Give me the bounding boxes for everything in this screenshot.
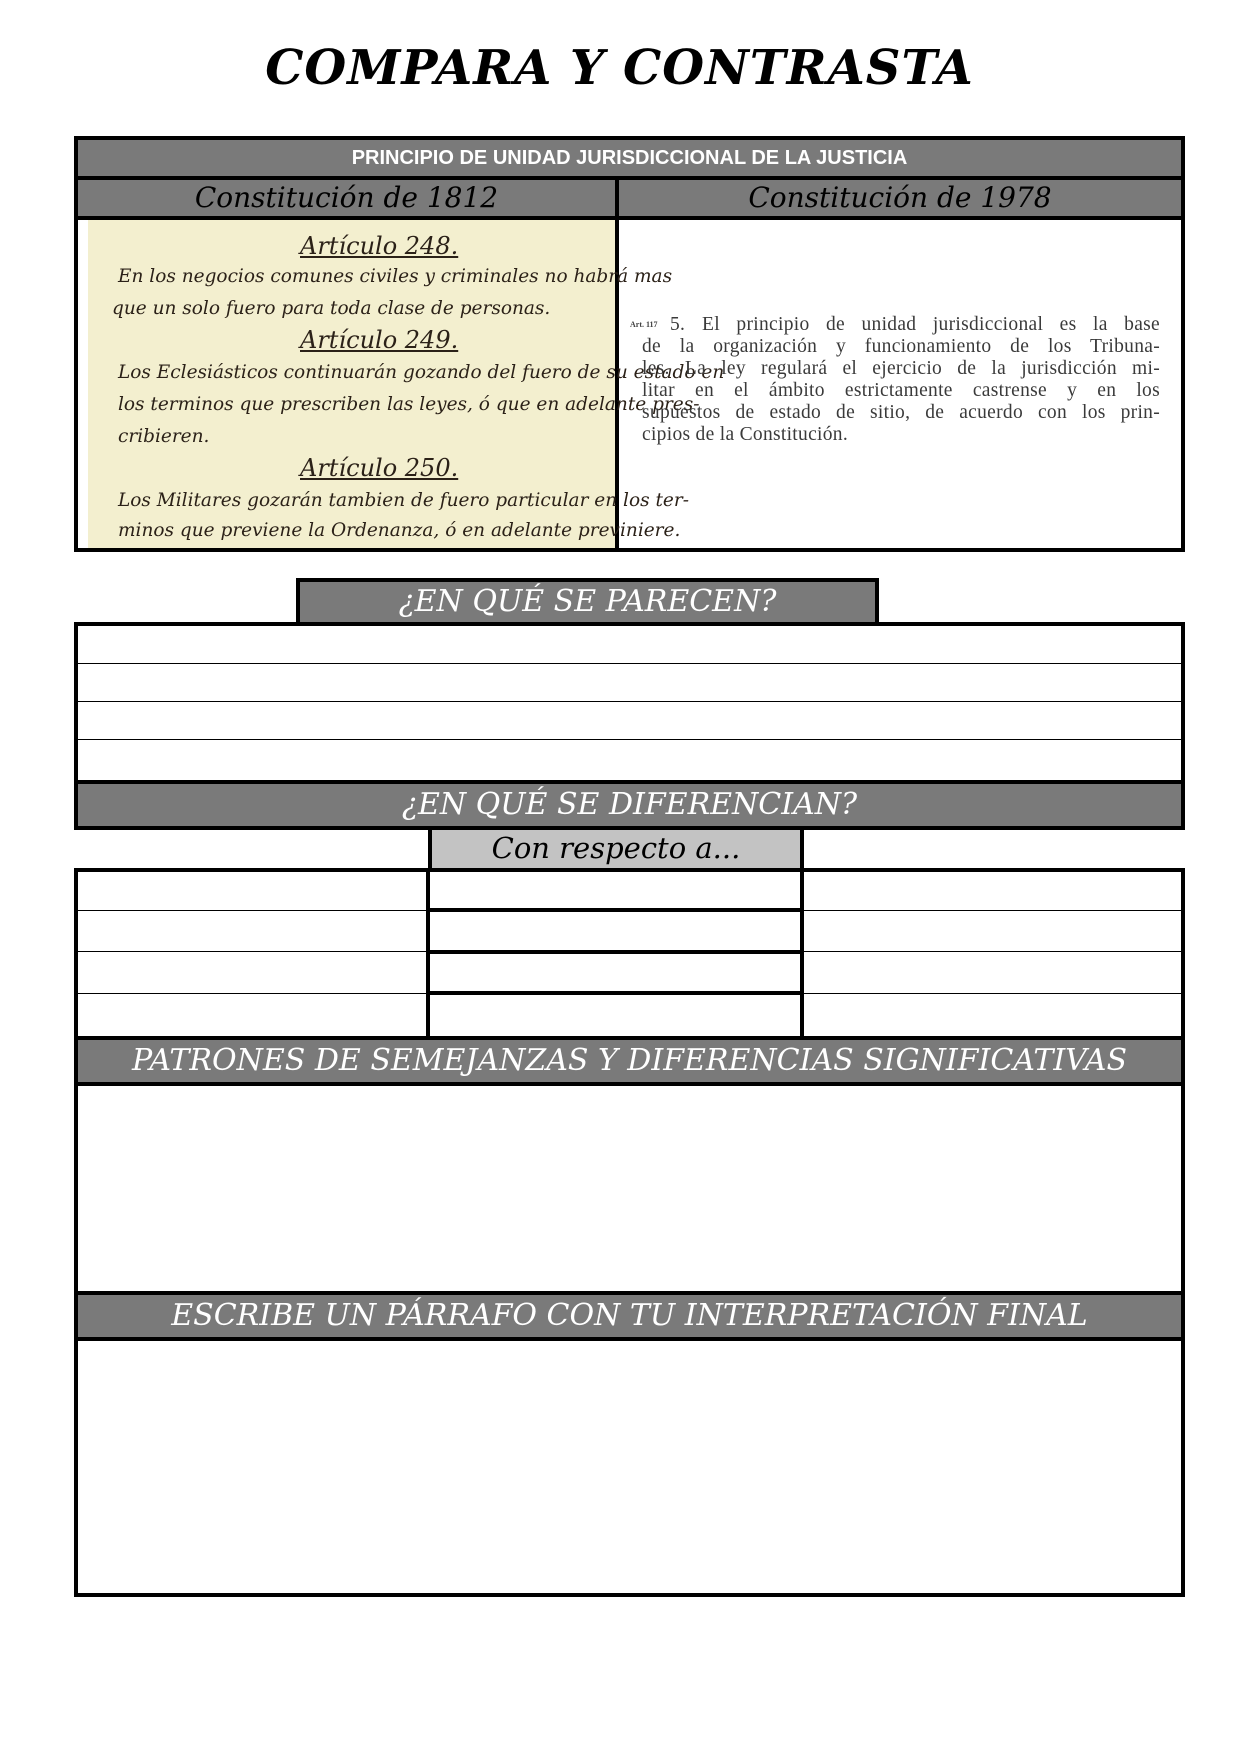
article-250-line-1: Los Militares gozarán tambien de fuero particular en los ter- xyxy=(118,490,689,511)
differences-grid-divider-left xyxy=(426,868,430,1040)
diff-right-line-3 xyxy=(804,993,1181,994)
article-249-line-2: los terminos que prescriben las leyes, ó que en adelante pres- xyxy=(118,394,700,415)
article-number: 5. xyxy=(670,314,686,335)
page-title: COMPARA Y CONTRASTA xyxy=(265,40,974,96)
document-1978-image xyxy=(630,314,1175,460)
differences-heading: ¿EN QUÉ SE DIFERENCIAN? xyxy=(74,780,1185,830)
patterns-area[interactable] xyxy=(74,1082,1185,1295)
article-249-line-3: cribieren. xyxy=(118,426,210,447)
table-header: PRINCIPIO DE UNIDAD JURISDICCIONAL DE LA JUSTICIA xyxy=(74,136,1185,180)
diff-left-line-1 xyxy=(78,910,426,911)
diff-right-line-1 xyxy=(804,910,1181,911)
diff-middle-line-3 xyxy=(430,991,800,995)
final-paragraph-area[interactable] xyxy=(74,1337,1185,1597)
final-heading: ESCRIBE UN PÁRRAFO CON TU INTERPRETACIÓN FINAL xyxy=(74,1291,1185,1341)
article-117-line-6: cipios de la Constitución. xyxy=(642,424,849,445)
similarities-area[interactable] xyxy=(74,622,1185,784)
differences-grid xyxy=(74,868,1185,1040)
similarities-line-1 xyxy=(78,663,1181,664)
patterns-heading: PATRONES DE SEMEJANZAS Y DIFERENCIAS SIGNIFICATIVAS xyxy=(74,1036,1185,1086)
article-250-line-2: minos que previene la Ordenanza, ó en adelante previniere. xyxy=(118,520,681,541)
article-248-line-1: En los negocios comunes civiles y criminales no habrá mas xyxy=(118,266,673,287)
article-249-heading: Artículo 249. xyxy=(300,326,459,354)
column-header-1978: Constitución de 1978 xyxy=(615,176,1185,220)
similarities-line-3 xyxy=(78,739,1181,740)
article-250-heading: Artículo 250. xyxy=(300,454,459,482)
diff-right-line-2 xyxy=(804,951,1181,952)
article-248-line-2: que un solo fuero para toda clase de personas. xyxy=(112,298,551,319)
diff-left-line-2 xyxy=(78,951,426,952)
diff-middle-line-2 xyxy=(430,950,800,954)
similarities-line-2 xyxy=(78,701,1181,702)
article-249-line-1: Los Eclesiásticos continuarán gozando del fuero de su estado en xyxy=(118,362,725,383)
article-117-line-3: les. La ley regulará el ejercicio de la jurisdicción mi- xyxy=(642,358,1160,379)
article-248-heading: Artículo 248. xyxy=(300,232,459,260)
diff-left-line-3 xyxy=(78,993,426,994)
marginal-reference: Art. 117 xyxy=(630,320,658,329)
article-117-line-1: El principio de unidad jurisdiccional es la base xyxy=(702,314,1160,335)
article-117-line-4: litar en el ámbito estrictamente castrense y en los xyxy=(642,380,1160,401)
similarities-heading: ¿EN QUÉ SE PARECEN? xyxy=(296,578,879,626)
differences-grid-divider-right xyxy=(800,868,804,1040)
article-117-line-2: de la organización y funcionamiento de los Tribuna- xyxy=(642,336,1160,357)
with-respect-to-header: Con respecto a... xyxy=(428,826,804,872)
column-header-1812: Constitución de 1812 xyxy=(74,176,619,220)
diff-middle-line-1 xyxy=(430,908,800,912)
article-117-line-5: supuestos de estado de sitio, de acuerdo con los prin- xyxy=(642,402,1160,423)
